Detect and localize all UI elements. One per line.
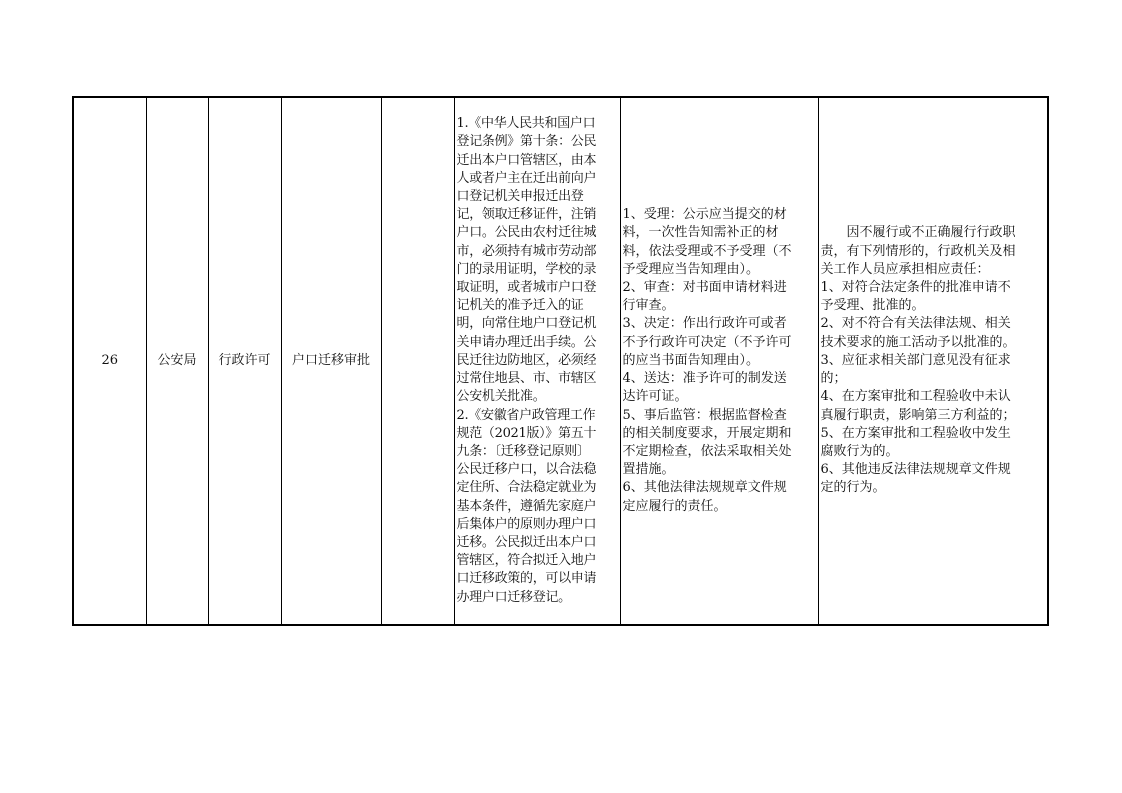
responsibility-line: 达许可证。 [622,389,688,405]
liability-line: 的； [820,371,847,387]
liability-intro-line: 因不履行或不正确履行行政职 [846,225,1016,241]
responsibility-line: 1、受理：公示应当提交的材 [622,207,787,223]
basis-line: 人或者户主在迁出前向户 [456,170,597,186]
responsibility-line: 不定期检查，依法采取相关处 [622,443,792,459]
basis-line: 1.《中华人民共和国户口 [456,116,596,132]
responsibility-line: 定应履行的责任。 [622,498,727,514]
liability-line: 定的行为。 [820,480,886,496]
basis-line: 规范（2021版）》第五十 [456,425,597,441]
liability-line: 3、应征求相关部门意见没有征求 [820,352,1011,368]
liability-line: 真履行职责，影响第三方利益的； [820,407,1016,423]
item-name-cell: 户口迁移审批 [281,97,381,625]
responsibility-line: 3、决定：作出行政许可或者 [622,316,787,332]
basis-line: 过常住地县、市、市辖区 [456,371,597,387]
basis-line: 办理户口迁移登记。 [456,589,571,605]
liability-line: 2、对不符合有关法律法规、相关 [820,316,1011,332]
responsibility-line: 6、其他法律法规规章文件规 [622,480,787,496]
responsibility-cell [620,97,818,625]
basis-line: 管辖区，符合拟迁入地户 [456,553,597,569]
department-cell: 公安局 [146,97,208,625]
responsibility-line: 的相关制度要求，开展定期和 [622,425,792,441]
basis-line: 取证明，或者城市户口登 [456,280,597,296]
responsibility-line: 料，一次性告知需补正的材 [622,225,779,241]
power-list-table [72,96,1049,626]
basis-line: 迁出本户口管辖区，由本 [456,152,597,168]
basis-line: 户口。公民由农村迁往城 [456,225,597,241]
basis-line: 记机关的准予迁入的证 [456,298,584,314]
responsibility-line: 2、审查：对书面申请材料进 [622,280,787,296]
legal-basis-cell [454,97,620,625]
table-row [73,97,1048,625]
liability-line: 技术要求的施工活动予以批准的。 [820,334,1016,350]
basis-line: 公安机关批准。 [456,389,546,405]
basis-line: 记，领取迁移证件，注销 [456,207,597,223]
basis-line: 口登记机关申报迁出登 [456,189,584,205]
row-number: 26 [73,97,146,625]
responsibility-line: 置措施。 [622,462,675,478]
responsibility-line: 不予行政许可决定（不予许可 [622,334,792,350]
basis-line: 2.《安徽省户政管理工作 [456,407,596,423]
basis-line: 口迁移政策的，可以申请 [456,571,597,587]
responsibility-line: 4、送达：准予许可的制发送 [622,371,787,387]
liability-line: 5、在方案审批和工程验收中发生 [820,425,1011,441]
liability-line: 腐败行为的。 [820,443,899,459]
basis-line: 关申请办理迁出手续。公 [456,334,597,350]
power-type-cell: 行政许可 [208,97,281,625]
liability-intro-line: 责，有下列情形的，行政机关及相 [820,243,1016,259]
responsibility-line: 5、事后监管：根据监督检查 [622,407,787,423]
basis-line: 市，必须持有城市劳动部 [456,243,597,259]
responsibility-line: 料，依法受理或不予受理（不 [622,243,792,259]
basis-line: 登记条例》第十条：公民 [456,134,597,150]
basis-line: 迁移。公民拟迁出本户口 [456,534,597,550]
basis-line: 基本条件，遵循先家庭户 [456,498,597,514]
liability-line: 1、对符合法定条件的批准申请不 [820,280,1011,296]
basis-line: 明，向常住地户口登记机 [456,316,597,332]
liability-cell [818,97,1048,625]
responsibility-line: 行审查。 [622,298,675,314]
basis-line: 民迁往边防地区，必须经 [456,352,597,368]
liability-line: 4、在方案审批和工程验收中未认 [820,389,1011,405]
responsibility-line: 予受理应当告知理由）。 [622,261,760,277]
liability-line: 6、其他违反法律法规规章文件规 [820,462,1011,478]
responsibility-line: 的应当书面告知理由）。 [622,352,760,368]
basis-line: 公民迁移户口，以合法稳 [456,462,597,478]
basis-line: 定住所、合法稳定就业为 [456,480,597,496]
sub-item-cell [381,97,454,625]
basis-line: 九条：〔迁移登记原则〕 [456,443,590,459]
basis-line: 门的录用证明，学校的录 [456,261,597,277]
basis-line: 后集体户的原则办理户口 [456,516,597,532]
liability-intro-line: 关工作人员应承担相应责任： [820,261,990,277]
liability-line: 予受理、批准的。 [820,298,925,314]
